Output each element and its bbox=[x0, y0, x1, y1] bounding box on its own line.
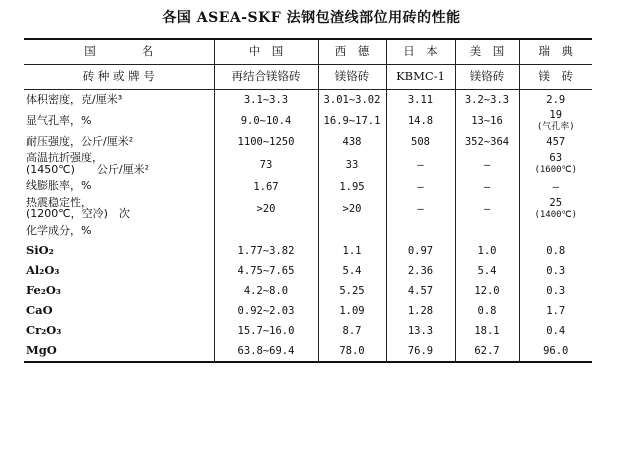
row-label-line1: 热震稳定性， bbox=[26, 196, 92, 209]
country-usa: 美 国 bbox=[455, 39, 519, 65]
cell: 1.7 bbox=[519, 301, 592, 321]
brick-usa: 镁铬砖 bbox=[455, 65, 519, 90]
cell-note: (1600℃) bbox=[534, 165, 578, 176]
table-row-mgo bbox=[24, 341, 592, 362]
cell: — bbox=[386, 152, 455, 176]
cell bbox=[519, 110, 592, 132]
cell: — bbox=[519, 177, 592, 197]
cell: 5.25 bbox=[318, 281, 386, 301]
cell: 3.11 bbox=[386, 90, 455, 111]
cell: 13~16 bbox=[455, 110, 519, 132]
table-row bbox=[24, 221, 592, 241]
properties-table bbox=[24, 38, 592, 363]
cell: — bbox=[455, 197, 519, 221]
country-west-germany: 西 德 bbox=[318, 39, 386, 65]
table-row bbox=[24, 90, 592, 111]
row-label bbox=[24, 197, 214, 221]
cell: 1.1 bbox=[318, 241, 386, 261]
cell: — bbox=[455, 177, 519, 197]
cell bbox=[519, 152, 592, 176]
cell: 5.4 bbox=[455, 261, 519, 281]
brick-label: 砖 种 或 牌 号 bbox=[24, 65, 214, 90]
brick-china: 再结合镁铬砖 bbox=[214, 65, 318, 90]
row-label: 显气孔率，% bbox=[26, 113, 92, 127]
row-label: MgO bbox=[24, 341, 214, 362]
cell: 1.0 bbox=[455, 241, 519, 261]
cell: 76.9 bbox=[386, 341, 455, 362]
cell: 4.75~7.65 bbox=[214, 261, 318, 281]
cell: 3.01~3.02 bbox=[318, 90, 386, 111]
cell: 63.8~69.4 bbox=[214, 341, 318, 362]
country-label: 国 名 bbox=[24, 39, 214, 65]
row-label bbox=[24, 152, 214, 176]
cell: 0.3 bbox=[519, 261, 592, 281]
cell: 4.57 bbox=[386, 281, 455, 301]
cell bbox=[519, 197, 592, 221]
row-label: CaO bbox=[26, 303, 53, 318]
cell: 1.67 bbox=[214, 177, 318, 197]
cell: — bbox=[455, 152, 519, 176]
cell: 2.9 bbox=[519, 90, 592, 111]
cell: 352~364 bbox=[455, 132, 519, 152]
cell: 13.3 bbox=[386, 321, 455, 341]
cell: 9.0~10.4 bbox=[214, 110, 318, 132]
table-row-fe2o3 bbox=[24, 281, 592, 301]
cell: 3.2~3.3 bbox=[455, 90, 519, 111]
table-row bbox=[24, 132, 592, 152]
country-sweden: 瑞 典 bbox=[519, 39, 592, 65]
cell-value: 25 bbox=[549, 196, 563, 209]
cell: 438 bbox=[318, 132, 386, 152]
cell: >20 bbox=[214, 197, 318, 221]
cell: 8.7 bbox=[318, 321, 386, 341]
cell: 1100~1250 bbox=[214, 132, 318, 152]
cell: 0.3 bbox=[519, 281, 592, 301]
cell: 0.92~2.03 bbox=[214, 301, 318, 321]
row-label-line2: (1200℃，空冷) 次 bbox=[26, 207, 130, 221]
cell: 457 bbox=[519, 132, 592, 152]
table-title: 各国 ASEA-SKF 法钢包渣线部位用砖的性能 bbox=[162, 10, 461, 26]
table-row-cao bbox=[24, 301, 592, 321]
table-row-sio2 bbox=[24, 241, 592, 261]
cell: 96.0 bbox=[519, 341, 592, 362]
cell: 1.28 bbox=[386, 301, 455, 321]
brick-japan: KBMC-1 bbox=[386, 65, 455, 90]
table-row bbox=[24, 177, 592, 197]
table-row bbox=[24, 110, 592, 132]
row-label-line2: (1450℃) 公斤/厘米² bbox=[26, 163, 150, 176]
table-row bbox=[24, 197, 592, 221]
brick-sweden: 镁 砖 bbox=[519, 65, 592, 90]
cell: 1.95 bbox=[318, 177, 386, 197]
brick-west-germany: 镁铬砖 bbox=[318, 65, 386, 90]
cell: 2.36 bbox=[386, 261, 455, 281]
cell-value: 19 bbox=[549, 110, 563, 121]
cell: — bbox=[386, 177, 455, 197]
cell: 5.4 bbox=[318, 261, 386, 281]
cell: 0.97 bbox=[386, 241, 455, 261]
cell: 4.2~8.0 bbox=[214, 281, 318, 301]
table-row bbox=[24, 152, 592, 176]
row-label: 线膨胀率，% bbox=[26, 179, 92, 193]
cell-note: (1400℃) bbox=[534, 209, 578, 220]
row-label: 耐压强度，公斤/厘米² bbox=[26, 135, 134, 149]
row-label: SiO₂ bbox=[26, 243, 54, 258]
cell: 1.09 bbox=[318, 301, 386, 321]
row-label: Al₂O₃ bbox=[26, 263, 60, 278]
table-row-al2o3 bbox=[24, 261, 592, 281]
cell: 15.7~16.0 bbox=[214, 321, 318, 341]
cell bbox=[214, 221, 318, 241]
row-label-line1: 高温抗折强度， bbox=[26, 152, 103, 165]
cell: 1.77~3.82 bbox=[214, 241, 318, 261]
row-label: 体积密度，克/厘米³ bbox=[26, 92, 123, 106]
row-label: 化学成分，% bbox=[26, 223, 92, 237]
cell bbox=[386, 221, 455, 241]
cell: 0.8 bbox=[519, 241, 592, 261]
country-japan: 日 本 bbox=[386, 39, 455, 65]
cell bbox=[455, 221, 519, 241]
cell: 78.0 bbox=[318, 341, 386, 362]
cell: 3.1~3.3 bbox=[214, 90, 318, 111]
row-label: Fe₂O₃ bbox=[26, 283, 61, 298]
cell-note: (气孔率) bbox=[536, 122, 575, 133]
cell: 0.8 bbox=[455, 301, 519, 321]
cell: 16.9~17.1 bbox=[318, 110, 386, 132]
cell: >20 bbox=[318, 197, 386, 221]
cell: 508 bbox=[386, 132, 455, 152]
cell: 33 bbox=[318, 152, 386, 176]
cell: 73 bbox=[214, 152, 318, 176]
cell-value: 63 bbox=[549, 152, 563, 165]
table-row-cr2o3 bbox=[24, 321, 592, 341]
cell: 12.0 bbox=[455, 281, 519, 301]
cell: 62.7 bbox=[455, 341, 519, 362]
country-china: 中 国 bbox=[214, 39, 318, 65]
cell bbox=[318, 221, 386, 241]
cell: 0.4 bbox=[519, 321, 592, 341]
cell: 14.8 bbox=[386, 110, 455, 132]
cell bbox=[519, 221, 592, 241]
row-label: Cr₂O₃ bbox=[26, 323, 62, 338]
cell: — bbox=[386, 197, 455, 221]
brick-header-row bbox=[24, 65, 592, 90]
cell: 18.1 bbox=[455, 321, 519, 341]
country-header-row bbox=[24, 39, 592, 65]
